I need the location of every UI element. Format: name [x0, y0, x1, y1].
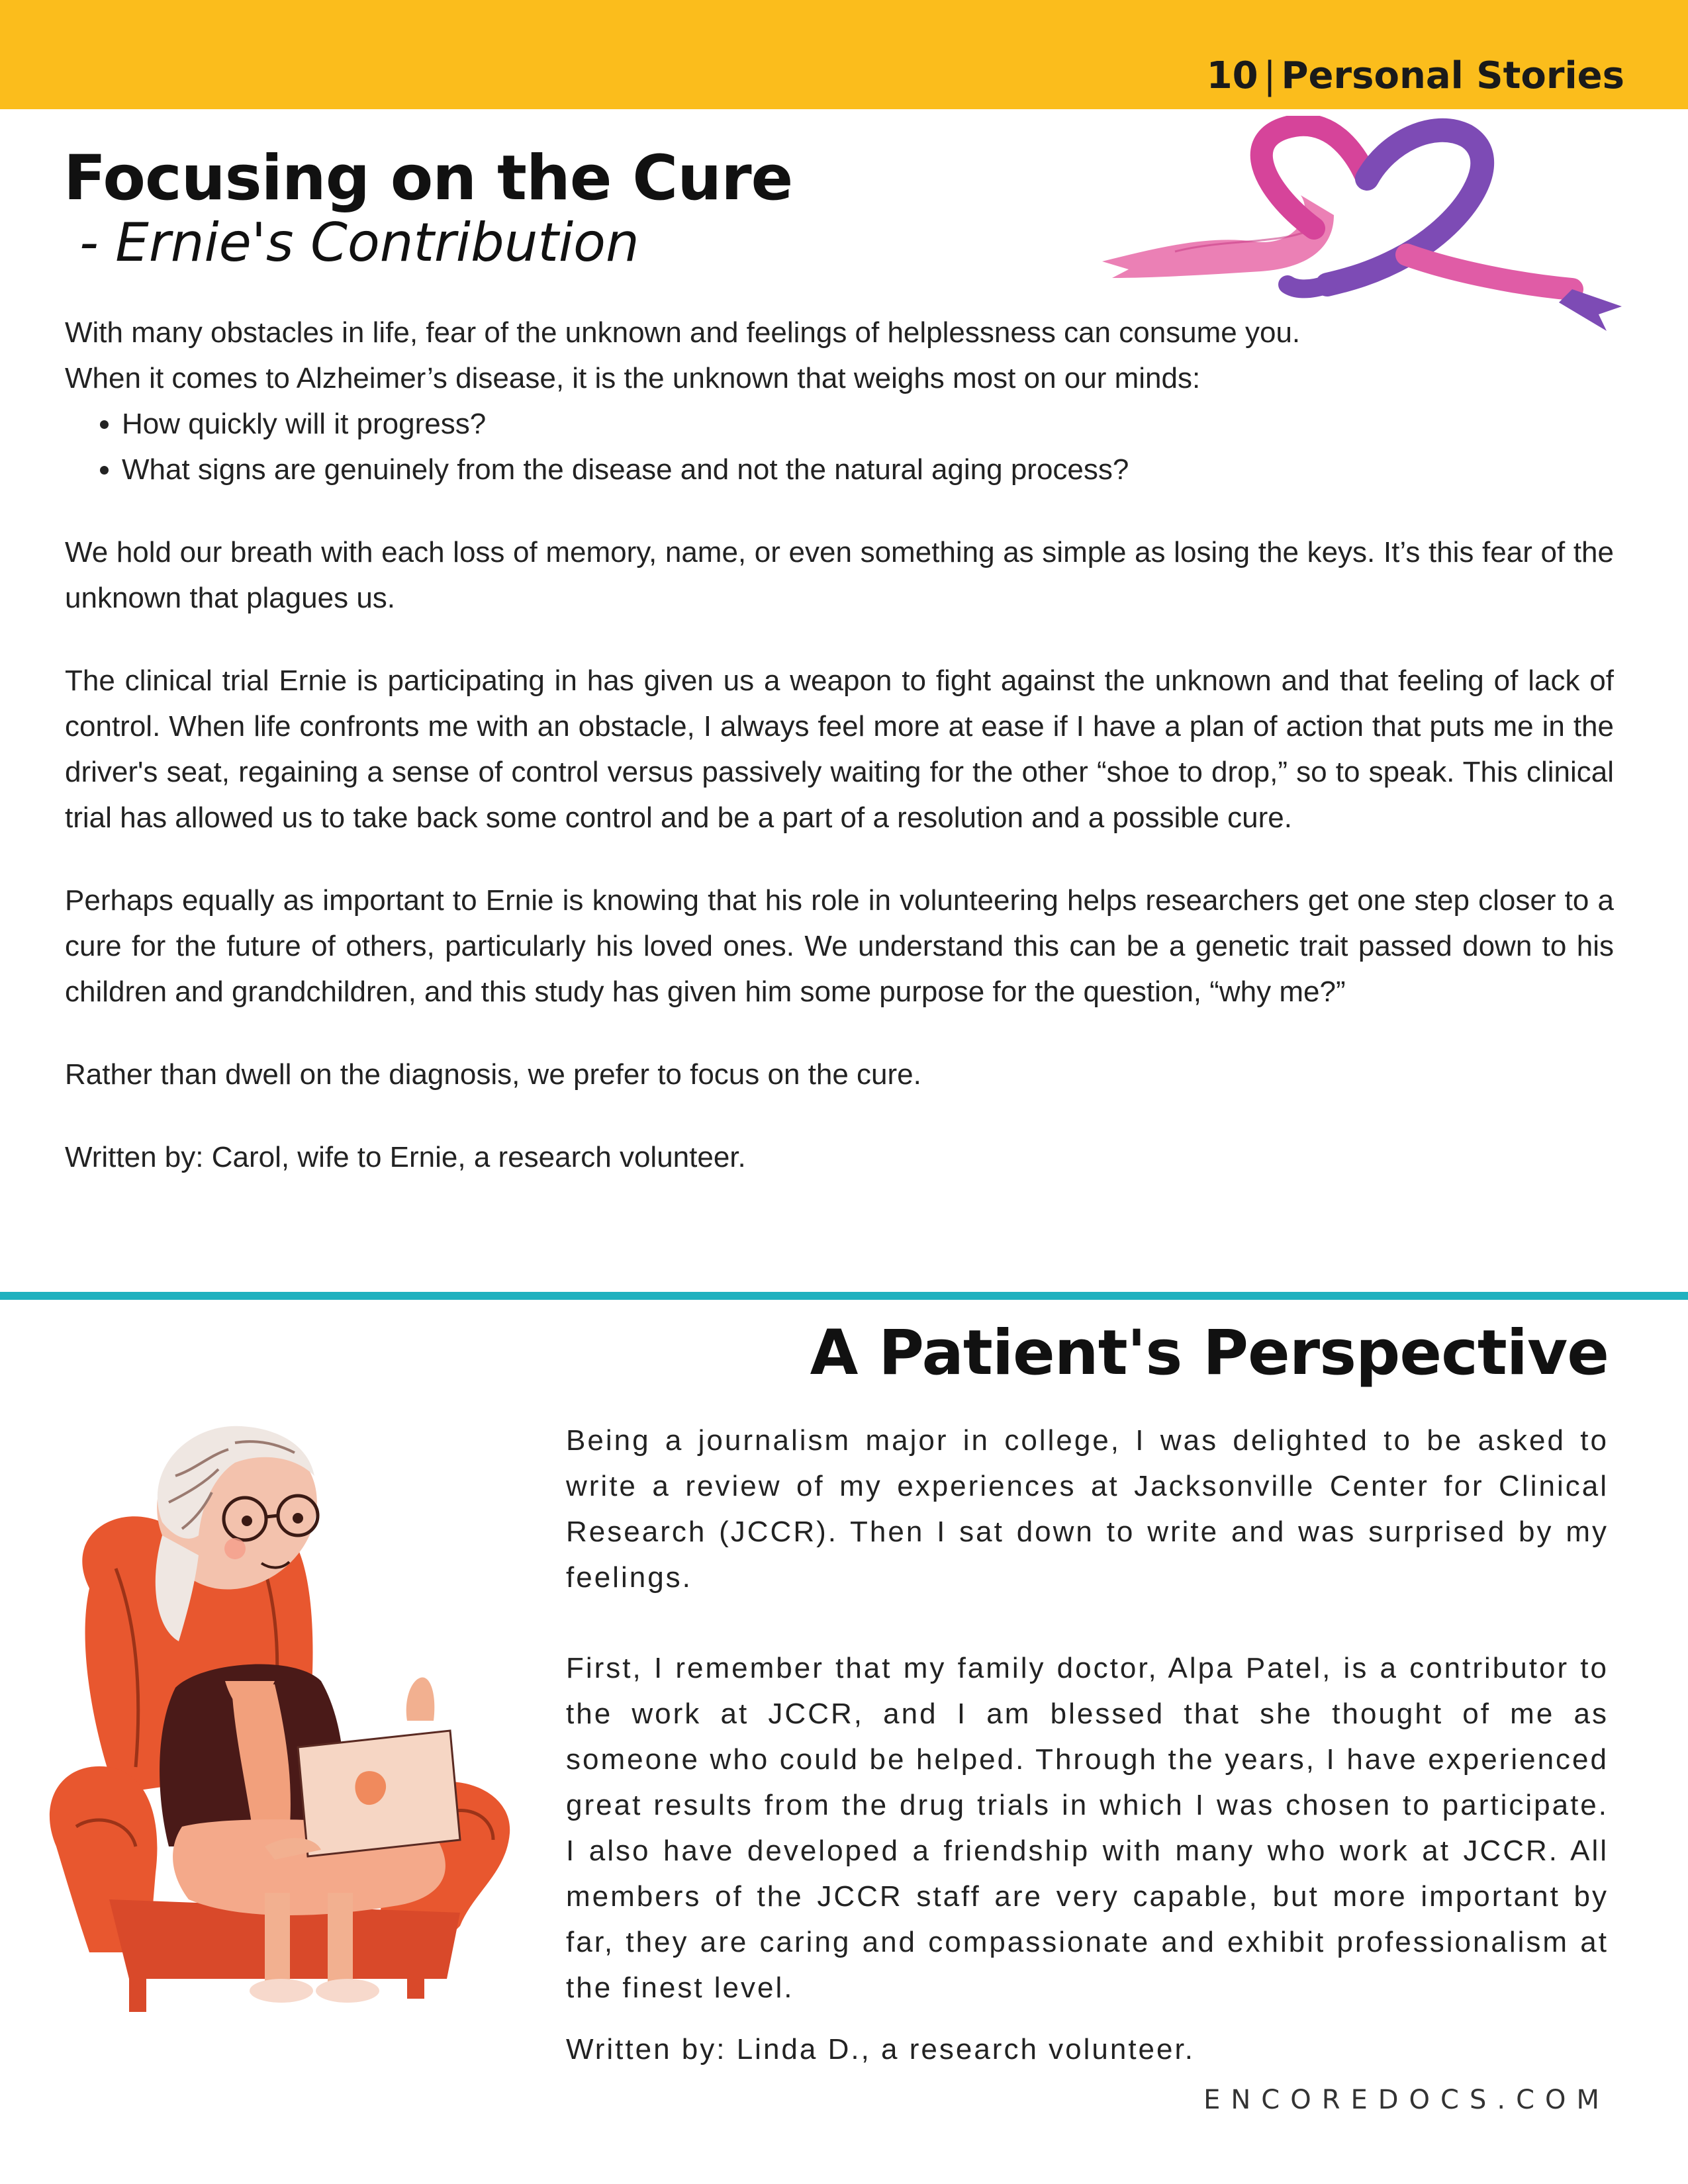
story1-paragraph: Rather than dwell on the diagnosis, we prefer to focus on the cure.	[65, 1058, 921, 1091]
footer-site: ENCOREDOCS.COM	[1203, 2085, 1610, 2115]
story2-paragraph: First, I remember that my family doctor, Alpa Patel, is a contributor to the work at JCCR, and I am blessed that she thought of me as someone who could be helped. Through the years, I have experienced great results from the drug trials in which I was chosen to participate. I also have developed a friendship with many who work at JCCR. All members of the JCCR staff are very capable, but more important by far, they are caring and compassionate and exhibit professionalism at the finest level.	[566, 1652, 1609, 2004]
story1-paragraph: Perhaps equally as important to Ernie is knowing that his role in volunteering helps researchers get one step closer to a cure for the future of others, particularly his loved ones. We understand this can be a genetic trait passed down to his children and grandchildren, and this study has given him some purpose for the question, “why me?”	[65, 884, 1614, 1008]
story2-title: A Patient's Perspective	[810, 1317, 1609, 1389]
story1-intro-line-1: With many obstacles in life, fear of the unknown and feelings of helplessness can consume you.	[65, 316, 1301, 349]
heart-ribbon-icon	[1096, 116, 1638, 334]
story2-author: Written by: Linda D., a research volunteer.	[566, 2033, 1195, 2066]
story1-body	[65, 310, 1614, 1217]
story2-body	[566, 1418, 1609, 2072]
story1-bullet-list	[65, 401, 1614, 492]
story1-intro-line-2: When it comes to Alzheimer’s disease, it is the unknown that weighs most on our minds:	[65, 362, 1201, 394]
section-divider	[0, 1292, 1688, 1300]
story1-author: Written by: Carol, wife to Ernie, a research volunteer.	[65, 1141, 746, 1173]
story1-title: Focusing on the Cure	[64, 142, 793, 214]
list-item: • What signs are genuinely from the disease and not the natural aging process?	[122, 447, 1614, 492]
story1-subtitle: - Ernie's Contribution	[79, 212, 639, 273]
story1-paragraph: The clinical trial Ernie is participating in has given us a weapon to fight against the unknown and that feeling of lack of control. When life confronts me with an obstacle, I always feel more at ease if I have a plan of action that puts me in the driver's seat, regaining a sense of control versus passively waiting for the other “shoe to drop,” so to speak. This clinical trial has allowed us to take back some control and be a part of a resolution and a possible cure.	[65, 664, 1614, 834]
page-separator: |	[1263, 54, 1276, 97]
page-label	[1207, 54, 1624, 97]
page-number: 10	[1206, 54, 1258, 97]
section-name: Personal Stories	[1281, 54, 1624, 97]
story2-paragraph: Being a journalism major in college, I was delighted to be asked to write a review of my experiences at Jacksonville Center for Clinical Research (JCCR). Then I sat down to write and was surprised by my feelings.	[566, 1424, 1609, 1594]
elderly-woman-armchair-illustration	[36, 1370, 539, 2019]
story1-paragraph: We hold our breath with each loss of memory, name, or even something as simple as losing the keys. It’s this fear of the unknown that plagues us.	[65, 536, 1614, 614]
story1-intro	[65, 310, 1614, 401]
list-item: • How quickly will it progress?	[122, 401, 1614, 447]
